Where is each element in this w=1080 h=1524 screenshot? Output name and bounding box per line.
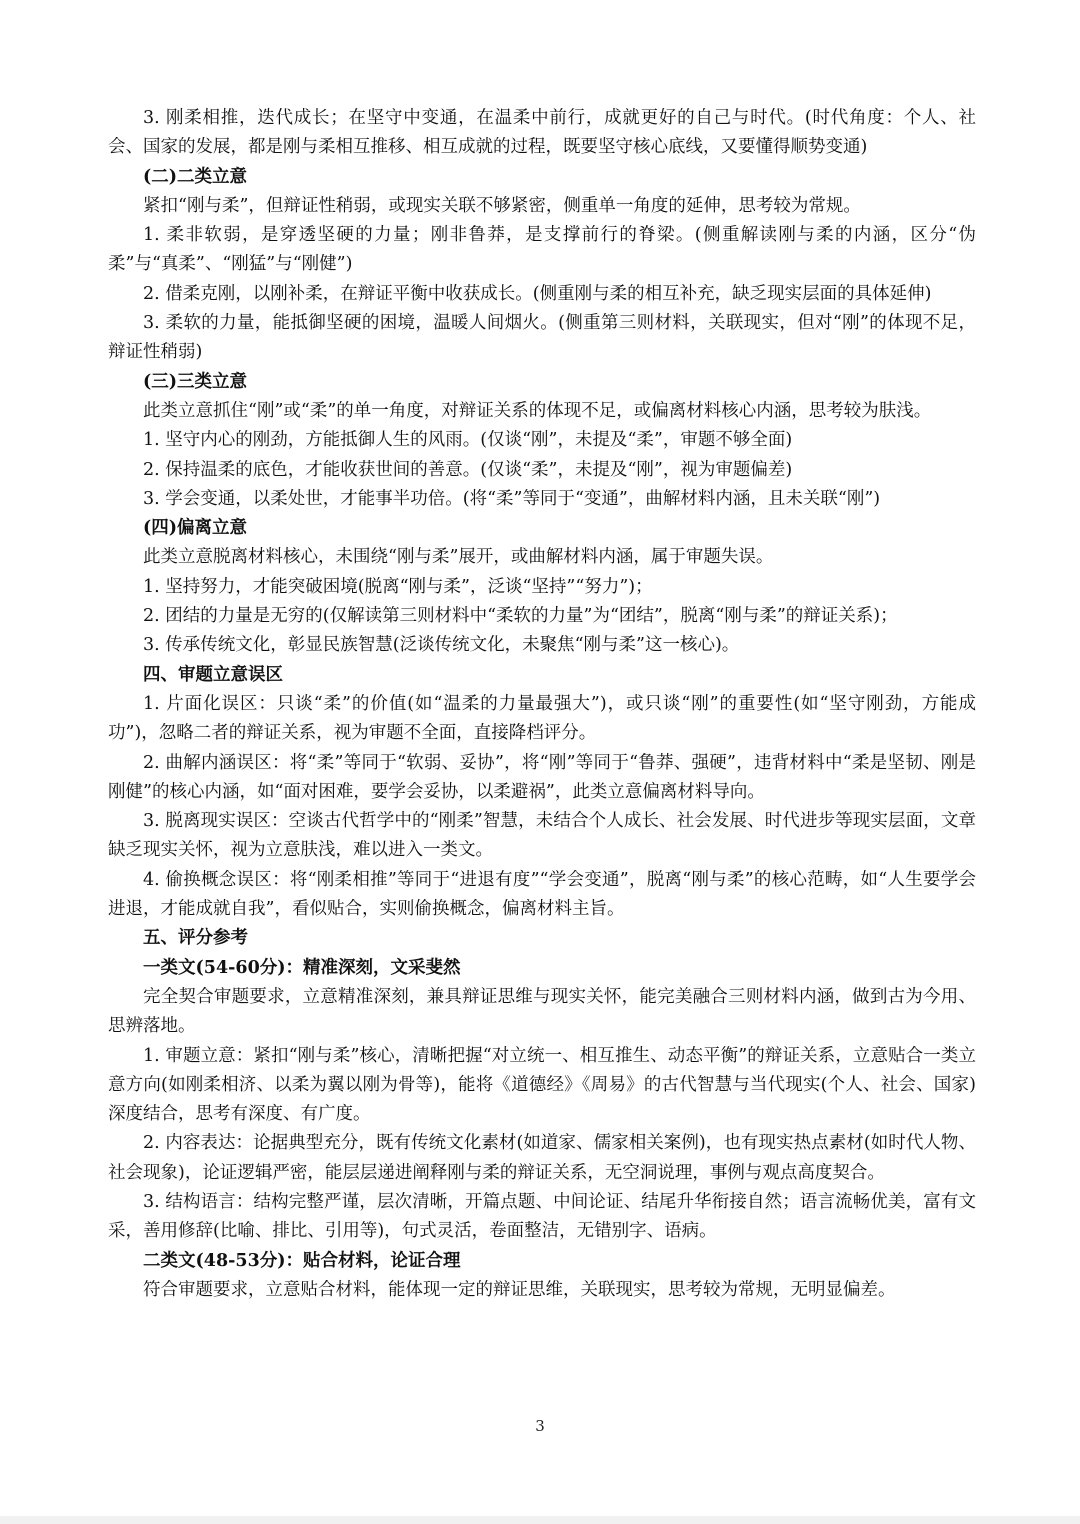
paragraph: 紧扣“刚与柔”，但辩证性稍弱，或现实关联不够紧密，侧重单一角度的延伸，思考较为常规。: [143, 195, 861, 216]
paragraph: 2. 借柔克刚，以刚补柔，在辩证平衡中收获成长。(侧重刚与柔的相互补充，缺乏现实层面的具体延伸): [143, 283, 932, 304]
paragraph: 2. 保持温柔的底色，才能收获世间的善意。(仅谈“柔”，未提及“刚”，视为审题偏差): [143, 459, 793, 480]
paragraph: 3. 结构语言：结构完整严谨，层次清晰，开篇点题、中间论证、结尾升华衔接自然；语言流畅优美，富有文采，善用修辞(比喻、排比、引用等)，句式灵活，卷面整洁，无错别字、语病。: [108, 1191, 976, 1242]
section-heading: (四)偏离立意: [143, 518, 248, 539]
paragraph: 3. 刚柔相推，迭代成长；在坚守中变通，在温柔中前行，成就更好的自己与时代。(时代角度：个人、社会、国家的发展，都是刚与柔相互推移、相互成就的过程，既要坚守核心底线，又要懂得顺势变通): [108, 108, 976, 158]
paragraph: 1. 审题立意：紧扣“刚与柔”核心，清晰把握“对立统一、相互推生、动态平衡”的辩证关系，立意贴合一类立意方向(如刚柔相济、以柔为翼以刚为骨等)，能将《道德经》《周易》的古代智慧与当代现实(个人、社会、国家)深度结合，思考有深度、有广度。: [108, 1045, 976, 1125]
paragraph: 此类立意抓住“刚”或“柔”的单一角度，对辩证关系的体现不足，或偏离材料核心内涵，思考较为肤浅。: [143, 400, 932, 421]
document-body: [108, 104, 976, 1305]
section-heading: (二)二类立意: [143, 166, 248, 187]
paragraph: 符合审题要求，立意贴合材料，能体现一定的辩证思维，关联现实，思考较为常规，无明显偏差。: [143, 1279, 896, 1300]
section-heading: 四、审题立意误区: [143, 664, 283, 685]
paragraph: 1. 柔非软弱，是穿透坚硬的力量；刚非鲁莽，是支撑前行的脊梁。(侧重解读刚与柔的内涵，区分“伪柔”与“真柔”、“刚猛”与“刚健”): [108, 225, 976, 275]
paragraph: 2. 内容表达：论据典型充分，既有传统文化素材(如道家、儒家相关案例)，也有现实热点素材(如时代人物、社会现象)，论证逻辑严密，能层层递进阐释刚与柔的辩证关系，无空洞说理，事例与观点高度契合。: [108, 1133, 976, 1183]
section-heading: 五、评分参考: [143, 928, 248, 949]
section-heading: 一类文(54-60分)：精准深刻，文采斐然: [143, 957, 461, 978]
paragraph: 3. 传承传统文化，彰显民族智慧(泛谈传统文化，未聚焦“刚与柔”这一核心)。: [143, 635, 740, 656]
section-heading: 二类文(48-53分)：贴合材料，论证合理: [143, 1250, 461, 1271]
page-bottom-edge: [0, 1516, 1080, 1524]
paragraph: 2. 曲解内涵误区：将“柔”等同于“软弱、妥协”，将“刚”等同于“鲁莽、强硬”，违背材料中“柔是坚韧、刚是刚健”的核心内涵，如“面对困难，要学会妥协，以柔避祸”，此类立意偏离材料导向。: [108, 752, 976, 802]
paragraph: 1. 坚守内心的刚劲，方能抵御人生的风雨。(仅谈“刚”，未提及“柔”，审题不够全面): [143, 430, 793, 451]
paragraph: 3. 柔软的力量，能抵御坚硬的困境，温暖人间烟火。(侧重第三则材料，关联现实，但对“刚”的体现不足，辩证性稍弱): [108, 313, 976, 363]
paragraph: 2. 团结的力量是无穷的(仅解读第三则材料中“柔软的力量”为“团结”，脱离“刚与柔”的辩证关系)；: [143, 606, 898, 627]
paragraph: 3. 脱离现实误区：空谈古代哲学中的“刚柔”智慧，未结合个人成长、社会发展、时代进步等现实层面，文章缺乏现实关怀，视为立意肤浅，难以进入一类文。: [108, 811, 976, 861]
paragraph: 此类立意脱离材料核心，未围绕“刚与柔”展开，或曲解材料内涵，属于审题失误。: [143, 547, 774, 568]
section-heading: (三)三类立意: [143, 371, 248, 392]
paragraph: 1. 片面化误区：只谈“柔”的价值(如“温柔的力量最强大”)，或只谈“刚”的重要性(如“坚守刚劲，方能成功”)，忽略二者的辩证关系，视为审题不全面，直接降档评分。: [108, 693, 976, 744]
paragraph: 1. 坚持努力，才能突破困境(脱离“刚与柔”，泛谈“坚持”“努力”)；: [143, 576, 653, 597]
paragraph: 4. 偷换概念误区：将“刚柔相推”等同于“进退有度”“学会变通”，脱离“刚与柔”的核心范畴，如“人生要学会进退，才能成就自我”，看似贴合，实则偷换概念，偏离材料主旨。: [108, 869, 976, 920]
page-number: 3: [535, 1417, 545, 1435]
paragraph: 完全契合审题要求，立意精准深刻，兼具辩证思维与现实关怀，能完美融合三则材料内涵，做到古为今用、思辨落地。: [108, 986, 976, 1037]
paragraph: 3. 学会变通，以柔处世，才能事半功倍。(将“柔”等同于“变通”，曲解材料内涵，且未关联“刚”): [143, 488, 881, 509]
